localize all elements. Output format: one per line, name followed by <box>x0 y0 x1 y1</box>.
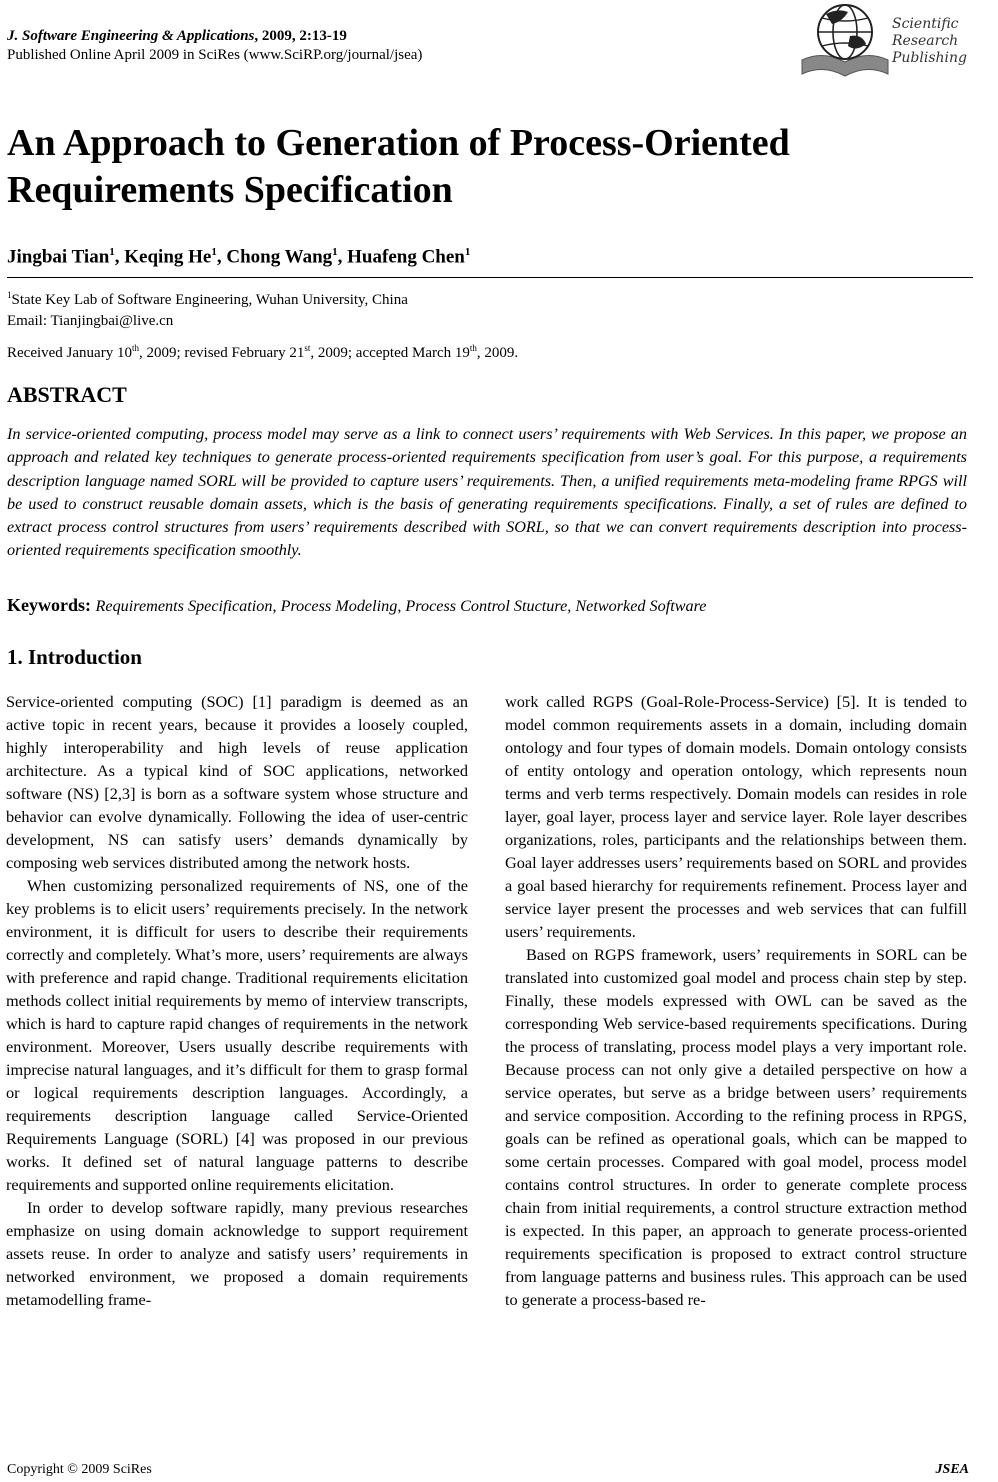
author-name: Keqing He <box>124 246 212 268</box>
header-divider <box>7 277 973 278</box>
body-column-right <box>505 690 967 1311</box>
ordinal-sup: st <box>304 343 311 353</box>
journal-abbr: JSEA <box>935 1462 969 1477</box>
author-name: Huafeng Chen <box>347 246 465 268</box>
body-paragraph: Based on RGPS framework, users’ requirements in SORL can be translated into customized goal model and process chain step by step. Finally, these models expressed with OWL can be saved as the corresponding Web service-based requirements specifications. During the process of translating, process model plays a very important role. Because process can not only give a detailed perspective on how a service operates, but serve as a bridge between users’ requirements and service composition. According to the refining process in RPGS, goals can be refined as operational goals, which can be mapped to some certain processes. Compared with goal model, process model contains control structures. In order to generate complete process chain from initial requirements, a control structure extraction method is expected. In this paper, an approach to generate process-oriented requirements specification is proposed to extract control structure from language patterns and business rules. This approach can be used to generate a process-based re- <box>505 945 967 1309</box>
paper-title: An Approach to Generation of Process-Oriented Requirements Specification <box>7 122 790 211</box>
author-sup: 1 <box>211 246 217 258</box>
author-name: Jingbai Tian <box>7 246 110 268</box>
logo-line: Publishing <box>892 50 968 66</box>
section-heading: 1. Introduction <box>7 645 142 669</box>
author-sup: 1 <box>464 246 471 258</box>
affiliation-block <box>7 285 408 332</box>
author-sup: 1 <box>109 246 115 258</box>
abstract-text: In service-oriented computing, process model may serve as a link to connect users’ requirements with Web Services. In this paper, we propose an approach and related key techniques to generate process-oriented requirements specification from user’s goal. For this purpose, a requirements description language named SORL will be provided to capture users’ requirements. Then, a unified requirements meta-modeling frame RPGS will be used to construct reusable domain assets, which is the basis of generating requirements specifications. Finally, a set of rules are defined to extract process control structures from users’ requirements described with SORL, so that we can convert requirements description into process-oriented requirements specification smoothly. <box>7 425 967 560</box>
keyword: Process Modeling <box>280 597 398 615</box>
journal-volume: , 2009, 2:13-19 <box>254 28 347 44</box>
accepted-text: , 2009; accepted March 19 <box>310 345 470 361</box>
abstract-heading: ABSTRACT <box>7 382 127 407</box>
affiliation <box>7 285 408 311</box>
journal-name: J. Software Engineering & Applications <box>7 28 255 44</box>
affiliation-text: State Key Lab of Software Engineering, Wuhan University, China <box>11 292 408 308</box>
author-list: Jingbai Tian$^1$, Keqing He$^1$, Chong Wang$^1$, Huafeng Chen$^1$ <box>7 246 471 268</box>
author-sup: 1 <box>332 246 338 258</box>
ordinal-sup: th <box>131 343 139 353</box>
logo-line: Research <box>892 33 959 49</box>
author-name: Chong Wang <box>226 246 333 268</box>
received-text: Received January 10 <box>7 345 132 361</box>
body-paragraph: When customizing personalized requirements of NS, one of the key problems is to elicit users’ requirements precisely. In the network environment, it is difficult for users to describe their requirements correctly and completely. What’s more, users’ requirements are always with preference and rapid change. Traditional requirements elicitation methods collect initial requirements by memo of interview transcripts, which is hard to capture rapid changes of requirements in the network environment. Moreover, Users usually describe requirements with imprecise natural languages, and it’s difficult for them to grasp formal or logical requirements description languages. Accordingly, a requirements description language called Service-Oriented Requirements Language (SORL) [4] was proposed in our previous works. It defined set of natural language patterns to describe requirements and supported online requirements elicitation. <box>6 876 468 1194</box>
logo-line: Scientific <box>892 16 959 32</box>
body-paragraph: Service-oriented computing (SOC) [1] paradigm is deemed as an active topic in recent years, because it provides a loosely coupled, highly interoperability and high levels of reuse application architecture. As a typical kind of SOC applications, networked software (NS) [2,3] is born as a software system whose structure and behavior can evolve dynamically. Following the idea of user-centric development, NS can satisfy users’ demands dynamically by composing web services distributed among the network hosts. <box>6 692 468 872</box>
published-line: Published Online April 2009 in SciRes (www.SciRP.org/journal/jsea) <box>7 47 423 63</box>
affiliation-sup: 1 <box>7 290 12 300</box>
page-footer <box>7 1462 969 1478</box>
body-paragraph: In order to develop software rapidly, many previous researches emphasize on using domain acknowledge to support requirement assets reuse. In order to analyze and satisfy users’ requirements in networked environment, we proposed a domain requirements metamodelling frame- <box>6 1198 468 1309</box>
keywords-line: Keywords: Requirements Specification, Process Modeling, Process Control Stucture, Networked Software <box>7 595 707 615</box>
received-end: , 2009. <box>476 345 519 361</box>
body-column-left <box>6 690 468 1311</box>
journal-citation <box>7 27 422 46</box>
publisher-logo-text <box>892 16 967 67</box>
keyword: Networked Software <box>575 597 707 615</box>
keyword: Process Control Stucture <box>405 597 568 615</box>
keyword: Requirements Specification <box>95 597 273 615</box>
revised-text: , 2009; revised February 21 <box>138 345 305 361</box>
copyright: Copyright © 2009 SciRes <box>7 1462 152 1477</box>
journal-header <box>7 27 422 65</box>
email: Email: Tianjingbai@live.cn <box>7 313 174 329</box>
ordinal-sup: th <box>469 343 477 353</box>
received-dates <box>7 343 518 362</box>
body-paragraph: work called RGPS (Goal-Role-Process-Service) [5]. It is tended to model common requirements assets in a domain, including domain ontology and four types of domain models. Domain ontology consists of entity ontology and operation ontology, which represents noun terms and verb terms respectively. Domain models can resides in role layer, goal layer, process layer and service layer. Role layer describes organizations, roles, participants and the relationships between them. Goal layer addresses users’ requirements based on SORL and provides a goal based hierarchy for requirements refinement. Process layer and service layer present the processes and web services that can fulfill users’ requirements. <box>505 692 967 941</box>
globe-book-icon <box>802 5 888 76</box>
keywords-label: Keywords <box>7 595 85 615</box>
